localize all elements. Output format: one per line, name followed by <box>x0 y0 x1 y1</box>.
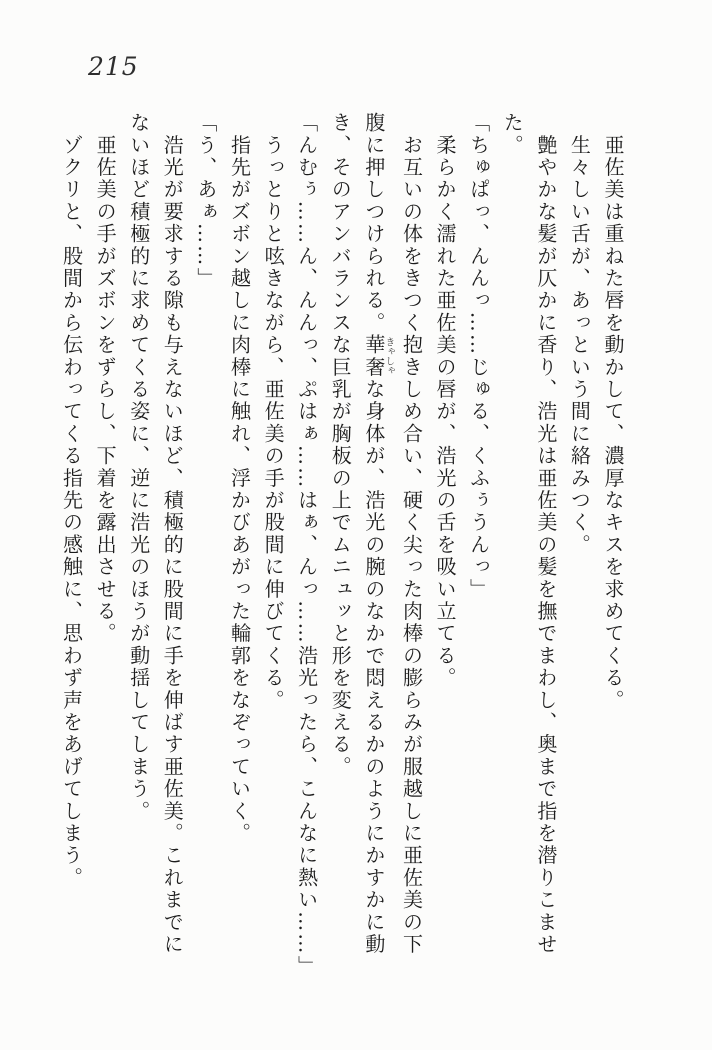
text-line-dialogue: 「ちゅぱっ、んんっ……じゅる、くふぅうんっ」 <box>466 112 491 601</box>
text-line: ないほど積極的に求めてくる姿に、逆に浩光のほうが動揺してしまう。 <box>126 112 151 823</box>
page-number: 215 <box>88 52 139 81</box>
text-line: うっとりと呟きながら、亜佐美の手が股間に伸びてくる。 <box>261 112 286 712</box>
text-line: 浩光が要求する隙も与えないほど、積極的に股間に手を伸ばす亜佐美。これまでに <box>160 112 185 956</box>
body-text <box>55 112 629 978</box>
text-line: ゾクリと、股間から伝わってくる指先の感触に、思わず声をあげてしまう。 <box>59 112 84 889</box>
furigana-annotated-word: 華奢きゃしゃ <box>361 334 395 379</box>
text-line: 柔らかく濡れた亜佐美の唇が、浩光の舌を吸い立てる。 <box>433 112 458 690</box>
text-line: 艶やかな髪が仄かに香り、浩光は亜佐美の髪を撫でまわし、奥まで指を潜りこませ <box>533 112 558 956</box>
text-line: お互いの体をきつく抱きしめ合い、硬く尖った肉棒の膨らみが服越しに亜佐美の下 <box>399 112 424 956</box>
text-line: 亜佐美の手がズボンをずらし、下着を露出させる。 <box>93 112 118 645</box>
text-line: 生々しい舌が、あっという間に絡みつく。 <box>567 112 592 556</box>
text-line-dialogue: 「んむぅ……ん、んんっ、ぷはぁ……はぁ、んっ……浩光ったら、こんなに熱い……」 <box>294 112 319 978</box>
text-line-with-furigana: 腹に押しつけられる。華奢きゃしゃな身体が、浩光の腕のなかで悶えるかのようにかすかに動 <box>361 112 395 956</box>
text-line: 指先がズボン越しに肉棒に触れ、浮かびあがった輪郭をなぞっていく。 <box>227 112 252 845</box>
text-line: た。 <box>500 112 525 157</box>
text-line: 亜佐美は重ねた唇を動かして、濃厚なキスを求めてくる。 <box>601 112 625 712</box>
text-line-dialogue: 「う、あぁ……」 <box>193 112 218 290</box>
text-line: き、そのアンバランスな巨乳が胸板の上でムニュッと形を変える。 <box>328 112 353 778</box>
